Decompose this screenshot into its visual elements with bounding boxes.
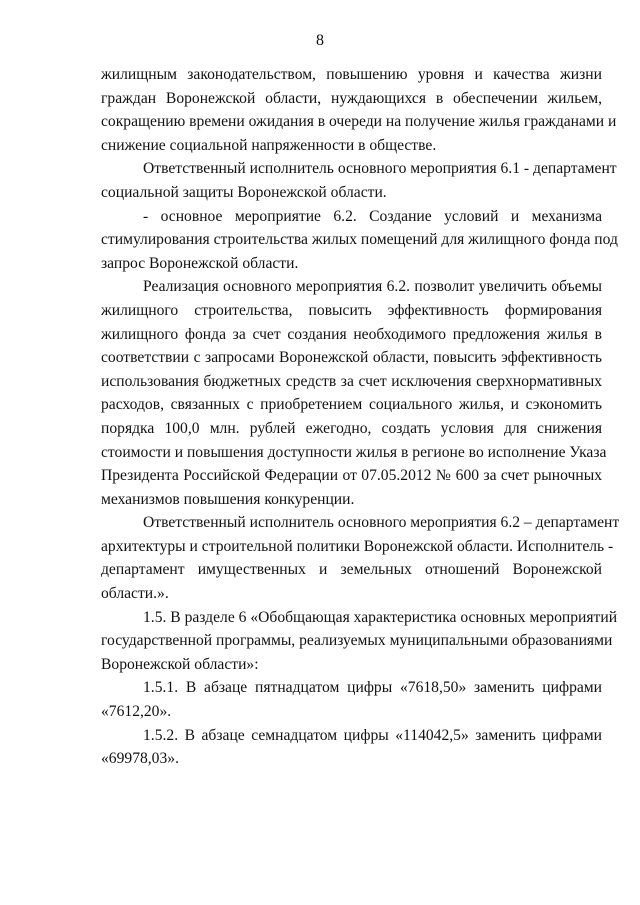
text-line: снижение социальной напряженности в обществе.	[101, 136, 437, 154]
text-line: государственной программы, реализуемых муниципальными образованиями	[101, 632, 613, 650]
text-line: расходов, связанных с приобретением социального жилья, и сэкономить	[101, 396, 602, 414]
page-number: 8	[316, 32, 324, 49]
text-line: жилищного фонда за счет создания необходимого предложения жилья в	[101, 325, 602, 343]
text-line: департамент имущественных и земельных отношений Воронежской	[101, 561, 602, 579]
text-line: 1.5.1. В абзаце пятнадцатом цифры «7618,50» заменить цифрами	[143, 679, 602, 697]
text-line: стимулирования строительства жилых помещений для жилищного фонда под	[101, 231, 618, 249]
text-line: использования бюджетных средств за счет исключения сверхнормативных	[101, 372, 602, 390]
text-line: Ответственный исполнитель основного мероприятия 6.1 - департамент	[143, 160, 617, 178]
text-line: области.».	[101, 585, 169, 603]
text-line: 1.5. В разделе 6 «Обобщающая характеристика основных мероприятий	[143, 608, 618, 626]
text-line: архитектуры и строительной политики Воронежской области. Исполнитель -	[101, 537, 614, 555]
text-line: Реализация основного мероприятия 6.2. позволит увеличить объемы	[143, 278, 602, 296]
text-line: порядка 100,0 млн. рублей ежегодно, создать условия для снижения	[101, 419, 602, 437]
text-line: жилищного строительства, повысить эффективность формирования	[101, 301, 602, 319]
text-line: сокращению времени ожидания в очереди на получение жилья гражданами и	[101, 113, 617, 131]
text-line: социальной защиты Воронежской области.	[101, 183, 387, 201]
text-line: жилищным законодательством, повышению уровня и качества жизни	[101, 66, 602, 83]
text-line: стоимости и повышения доступности жилья в регионе во исполнение Указа	[101, 443, 607, 461]
text-line: - основное мероприятие 6.2. Создание условий и механизма	[143, 207, 602, 225]
text-line: механизмов повышения конкуренции.	[101, 490, 355, 508]
text-line: 1.5.2. В абзаце семнадцатом цифры «114042,5» заменить цифрами	[143, 726, 602, 744]
text-line: Президента Российской Федерации от 07.05.2012 № 600 за счет рыночных	[101, 467, 602, 485]
text-line: «69978,03».	[101, 750, 179, 768]
text-line: Воронежской области»:	[101, 655, 259, 673]
document-body	[101, 63, 620, 771]
text-line: соответствии с запросами Воронежской области, повысить эффективность	[101, 349, 602, 367]
text-line: запрос Воронежской области.	[101, 254, 299, 272]
text-line: граждан Воронежской области, нуждающихся в обеспечении жильем,	[101, 89, 602, 107]
text-line: Ответственный исполнитель основного мероприятия 6.2 – департамент	[143, 514, 620, 532]
text-line: «7612,20».	[101, 703, 172, 721]
